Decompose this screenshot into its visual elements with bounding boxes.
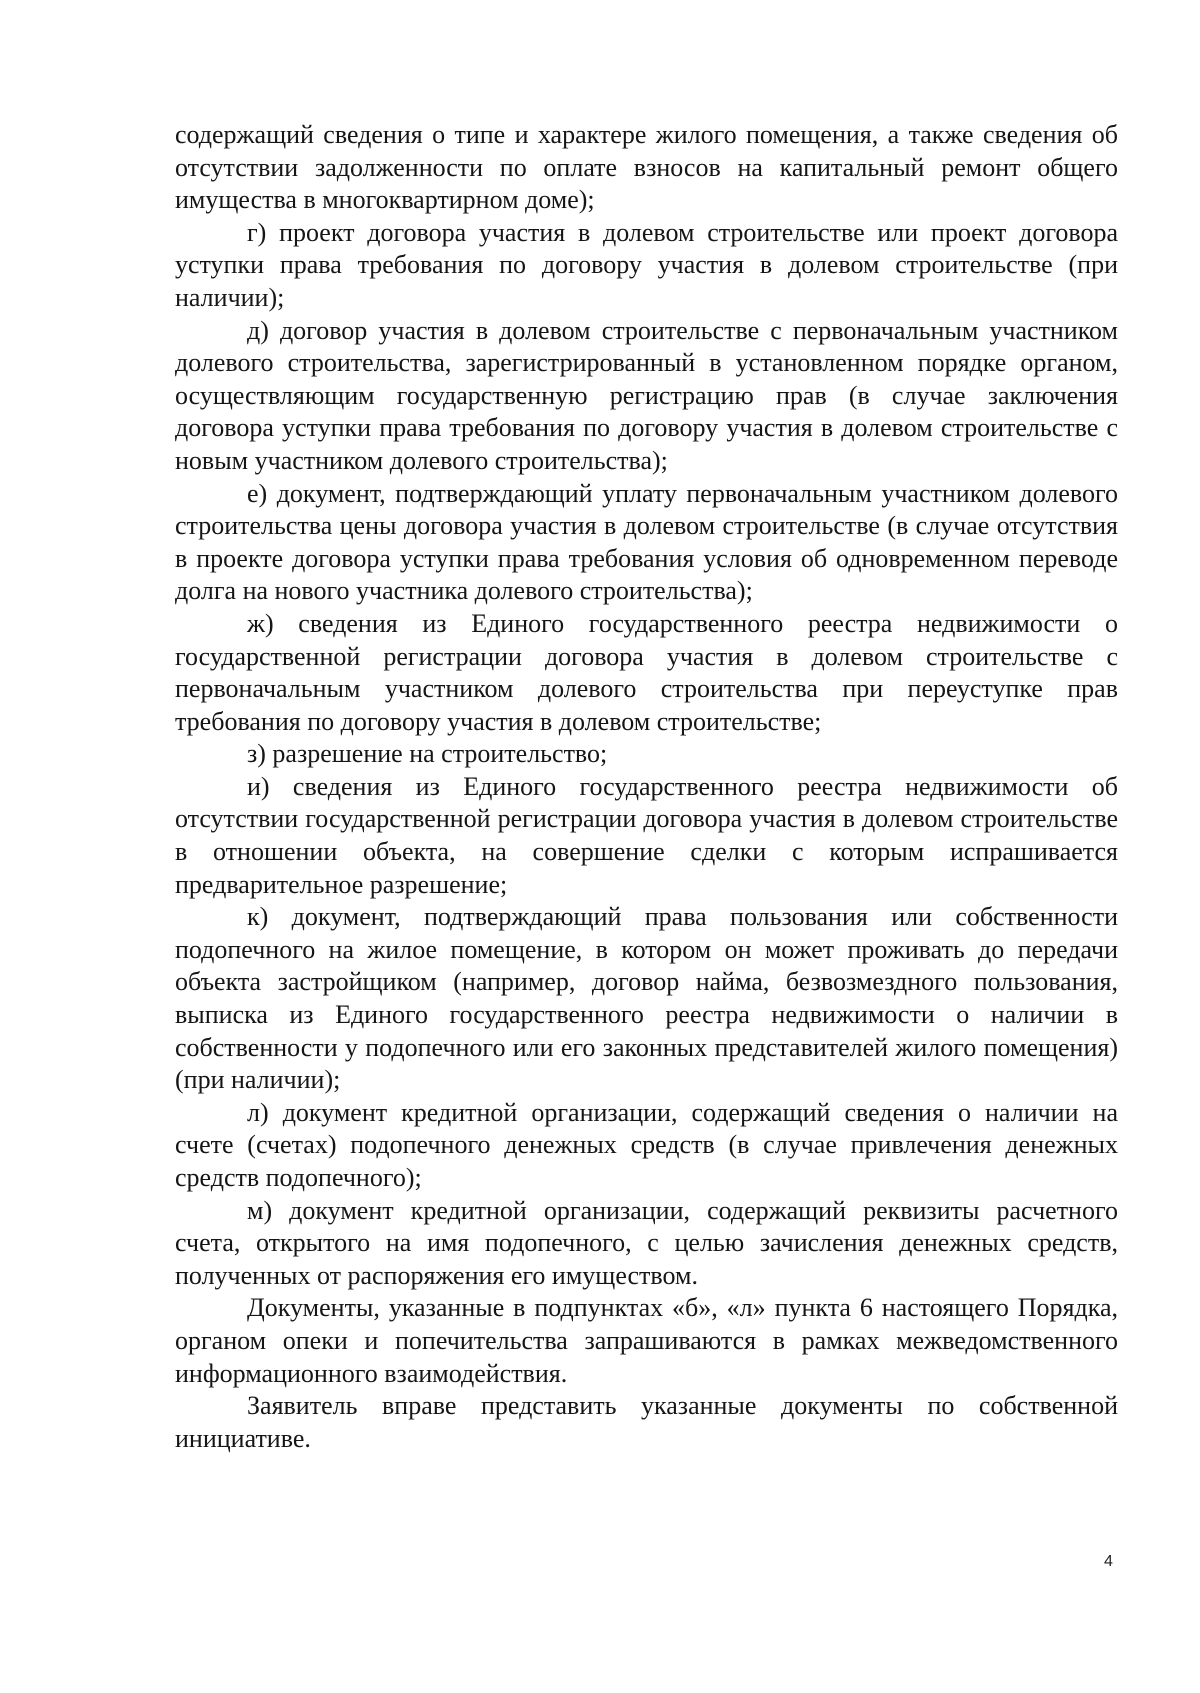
paragraph-item-m: м) документ кредитной организации, содержащий реквизиты расчетного счета, открытого на имя подопечного, с целью зачисления денежных средств, полученных от распоряжения его имуществом. [175, 1195, 1118, 1290]
paragraph-item-k: к) документ, подтверждающий права пользования или собственности подопечного на жилое помещение, в котором он может проживать до передачи объекта застройщиком (например, договор найма, безвозмездного пользования, выписка из Единого государственного реестра недвижимости о наличии в собственности у подопечного или его законных представителей жилого помещения) (при наличии); [175, 902, 1118, 1095]
paragraph-item-d: д) договор участия в долевом строительстве с первоначальным участником долевого строительства, зарегистрированный в установленном порядке органом, осуществляющим государственную регистрацию прав (в случае заключения договора уступки права требования по договору участия в долевом строительстве с новым участником долевого строительства); [175, 315, 1118, 475]
paragraph-continuation: содержащий сведения о типе и характере жилого помещения, а также сведения об отсутствии задолженности по оплате взносов на капитальный ремонт общего имущества в многоквартирном доме); [175, 120, 1118, 215]
paragraph-item-l: л) документ кредитной организации, содержащий сведения о наличии на счете (счетах) подопечного денежных средств (в случае привлечения денежных средств подопечного); [175, 1097, 1118, 1192]
document-body [175, 119, 1118, 1455]
paragraph-item-g: г) проект договора участия в долевом строительстве или проект договора уступки права требования по договору участия в долевом строительстве (при наличии); [175, 217, 1118, 312]
paragraph-item-z: з) разрешение на строительство; [247, 739, 608, 769]
paragraph-initiative-note: Заявитель вправе представить указанные документы по собственной инициативе. [175, 1391, 1118, 1453]
paragraph-item-e: е) документ, подтверждающий уплату первоначальным участником долевого строительства цены договора участия в долевом строительстве (в случае отсутствия в проекте договора уступки права требования условия об одновременном переводе долга на нового участника долевого строительства); [175, 478, 1118, 606]
paragraph-item-i: и) сведения из Единого государственного реестра недвижимости об отсутствии государственной регистрации договора участия в долевом строительстве в отношении объекта, на совершение сделки с которым испрашивается предварительное разрешение; [175, 771, 1118, 899]
page-number: 4 [1104, 1553, 1113, 1570]
paragraph-item-zh: ж) сведения из Единого государственного реестра недвижимости о государственной регистрации договора участия в долевом строительстве с первоначальным участником долевого строительства при переуступке прав требования по договору участия в долевом строительстве; [175, 608, 1118, 736]
paragraph-interagency-note: Документы, указанные в подпунктах «б», «л» пункта 6 настоящего Порядка, органом опеки и попечительства запрашиваются в рамках межведомственного информационного взаимодействия. [175, 1293, 1118, 1388]
